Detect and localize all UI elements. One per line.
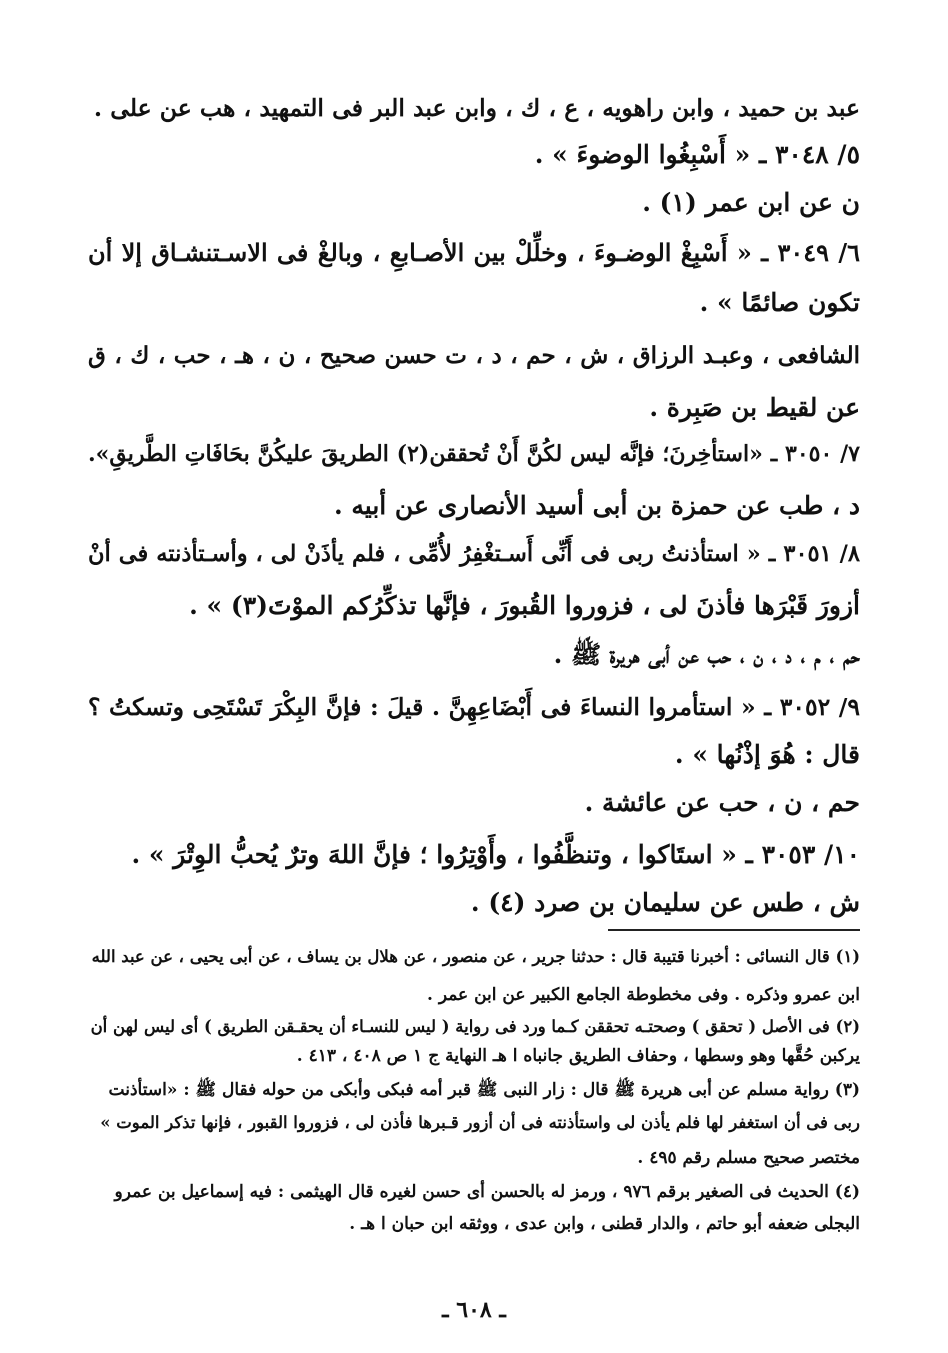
text-line: تكون صائمًا » .: [699, 288, 860, 317]
source-line: عن لقيط بن صَبِرة .: [649, 393, 860, 422]
text-line: قال : هُوَ إذْنُها » .: [674, 740, 860, 769]
footnote-line: ربى فى أن استغفر لها فلم يأذن لى واستأذنته فى أن أزور قـبرها فأذن لى ، فزوروا القبور ، فإنها تذكر الموت »: [100, 1113, 860, 1132]
footnote-separator: [608, 929, 860, 931]
source-line: الشافعى ، وعبـد الرزاق ، ش ، حم ، د ، ت حسن صحيح ، ن ، هـ ، حب ، ك ، ق: [88, 342, 860, 369]
page-number: ـ ٦٠٨ ـ: [442, 1297, 506, 1323]
hadith-line: ٥/ ٣٠٤٨ ـ « أَسْبِغُوا الوضوءَ » .: [534, 140, 860, 169]
footnote-line: (٢) فى الأصل ( تحقق ) وصحتـه تحققن كـما ورد فى رواية ( ليس للنسـاء أن يحقـقن الطريق ) أى ليس لهن أن: [90, 1017, 860, 1036]
footnote-line: (٤) الحديث فى الصغير برقم ٩٧٦ ، ورمز له بالحسن أى حسن لغيره قال الهيثمى : فيه إسماعيل بن عمرو: [114, 1182, 860, 1202]
hadith-line: ٩/ ٣٠٥٢ ـ « استأمروا النساءَ فى أَبْضَاعِهِنَّ . قيلَ : فإنَّ البِكْرَ تَسْتَحِى وتسكتُ ؟: [88, 693, 860, 721]
text-line: أزورَ قَبْرَها فأذنَ لى ، فزوروا القُبورَ ، فإنَّها تذكِّرُكم الموْتَ(٣) » .: [189, 591, 860, 620]
source-line: ش ، طس عن سليمان بن صرد (٤) .: [470, 888, 860, 917]
source-line: د ، طب عن حمزة بن أبى أسيد الأنصارى عن أبيه .: [333, 491, 860, 520]
footnote-line: (١) قال النسائى : أخبرنا قتيبة قال : حدثنا جرير ، عن منصور ، عن هلال بن يساف ، عن أبى يحيى ، عن عبد الله: [91, 947, 860, 966]
source-line: حم ، ن ، حب عن عائشة .: [584, 788, 860, 817]
hadith-line: ١٠/ ٣٠٥٣ ـ « استَاكوا ، وتنظَّفُوا ، وأَوْتِرُوا ؛ فإنَّ اللهَ وترٌ يُحبُّ الوِتْرَ » .: [131, 840, 860, 869]
footnote-line: (٣) رواية مسلم عن أبى هريرة ﷺ قال : زار النبى ﷺ قبر أمه فبكى وأبكى من حوله فقال ﷺ : «استأذنت: [108, 1080, 860, 1100]
footnote-line: مختصر صحيح مسلم رقم ٤٩٥ .: [637, 1148, 860, 1168]
source-line: ن عن ابن عمر (١) .: [642, 188, 860, 217]
source-line: حم ، م ، د ، ن ، حب عن أبى هريرة ﷺ .: [553, 640, 860, 669]
footnote-line: البجلى ضعفه أبو حاتم ، والدار قطنى ، وابن عدى ، ووثقه ابن حبان ا هـ .: [349, 1214, 860, 1234]
hadith-line: ٦/ ٣٠٤٩ ـ « أَسْبِغْ الوضـوءَ ، وخلِّلْ بين الأصـابعِ ، وبالغْ فى الاسـتنشـاق إلا أن: [88, 238, 861, 267]
hadith-line: ٧/ ٣٠٥٠ ـ «استأخِرنَ؛ فإنَّه ليس لكُنَّ أَنْ تُحققن(٢) الطريقَ عليكُنَّ بحَافَاتِ الطَّريقِ».: [88, 441, 860, 467]
hadith-line: ٨/ ٣٠٥١ ـ « استأذنتُ ربى فى أَنِّى أَسـتغْفِرُ لأُمِّى ، فلم يأذَنْ لى ، وأسـتأذنته فى أنْ: [88, 541, 860, 567]
footnote-line: ابن عمرو وذكره . وفى مخطوطة الجامع الكبير عن ابن عمر .: [427, 985, 860, 1005]
text-line: عبد بن حميد ، وابن راهويه ، ع ، ك ، وابن عبد البر فى التمهيد ، هب عن على .: [93, 94, 860, 122]
footnote-line: يركبن حُقَّها وهو وسطها ، وحفاف الطريق جانباه ا هـ النهاية ج ١ ص ٤٠٨ ، ٤١٣ .: [296, 1046, 860, 1066]
